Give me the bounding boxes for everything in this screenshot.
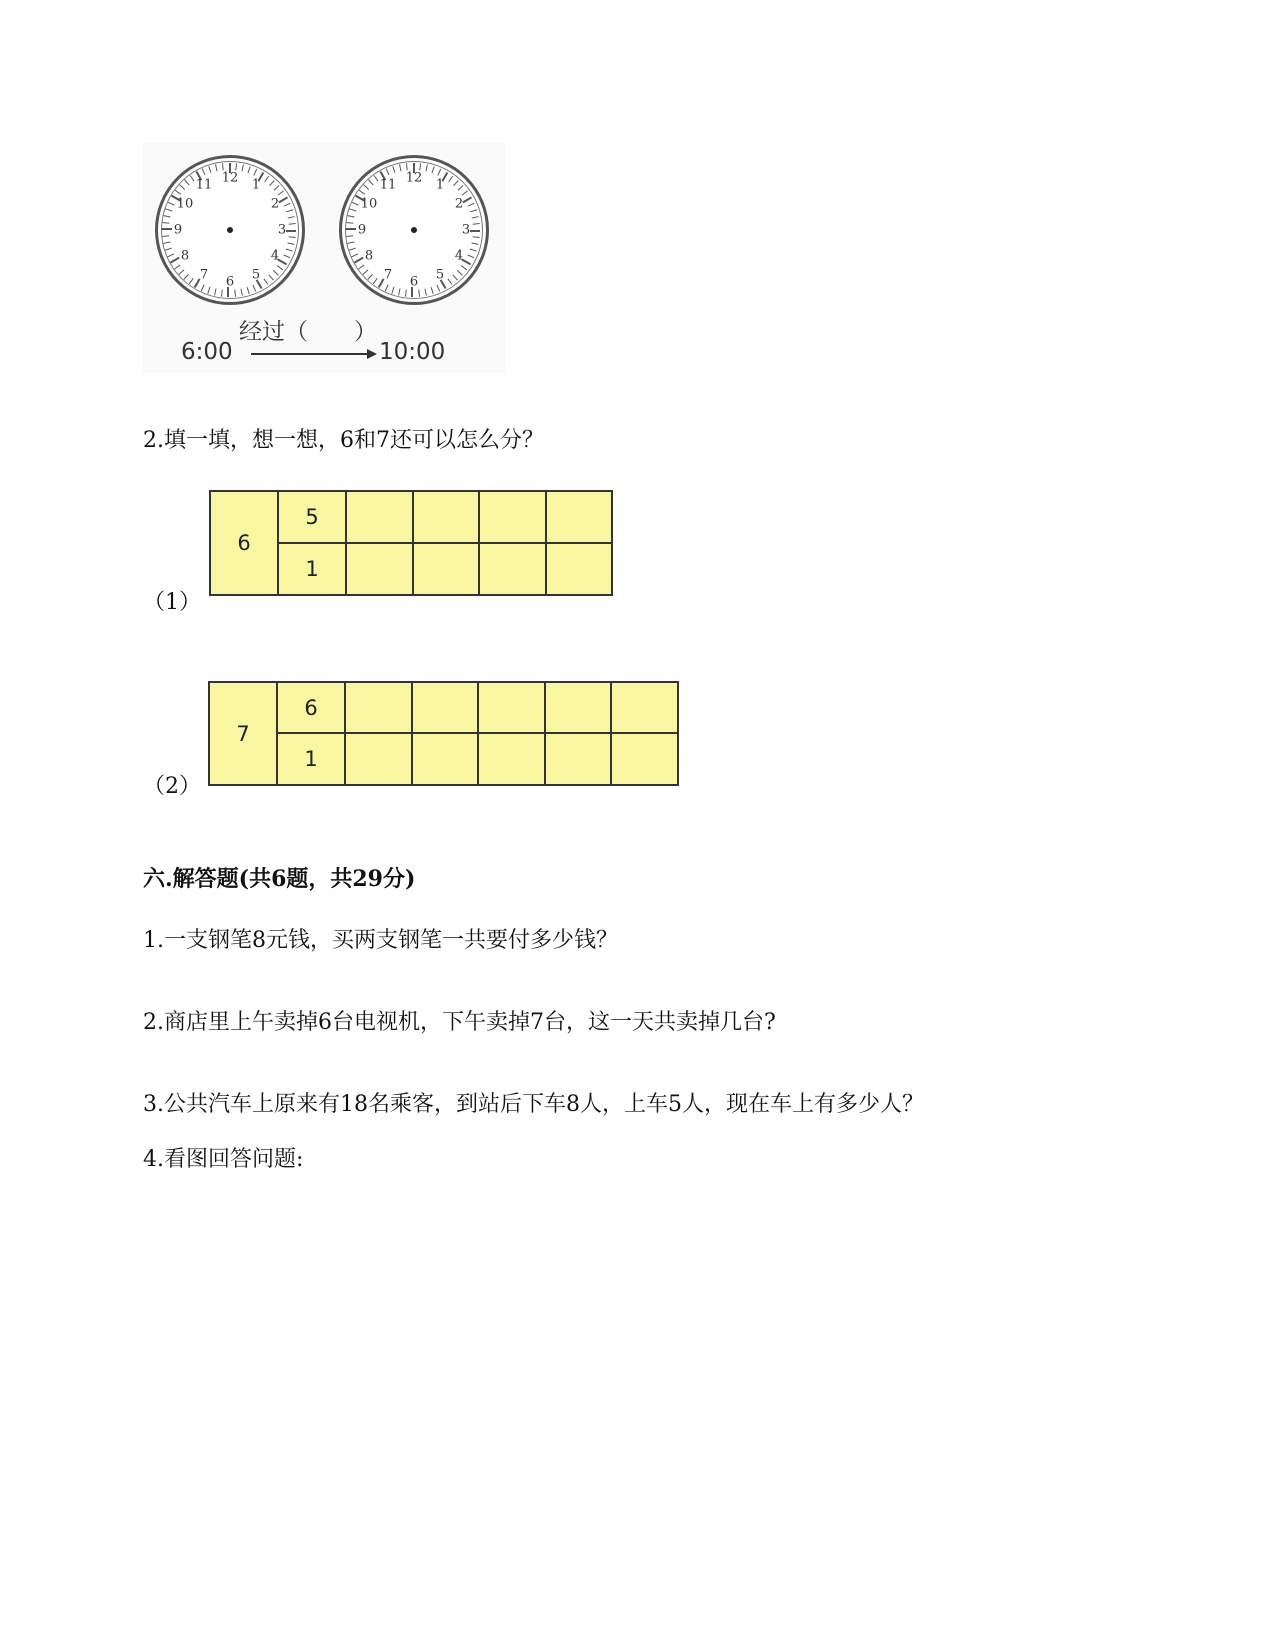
clock-tick bbox=[286, 230, 296, 232]
total-cell: 7 bbox=[209, 682, 277, 785]
clock-face-left bbox=[155, 155, 305, 305]
clock-number: 11 bbox=[195, 177, 213, 193]
blank-cell[interactable] bbox=[345, 682, 412, 733]
blank-cell[interactable] bbox=[478, 733, 545, 785]
clock-number: 12 bbox=[405, 170, 423, 186]
split-table-7 bbox=[208, 681, 679, 786]
clock-number: 1 bbox=[435, 177, 445, 193]
clock-number: 4 bbox=[454, 248, 464, 264]
blank-cell[interactable] bbox=[412, 682, 479, 733]
blank-cell[interactable] bbox=[413, 543, 480, 595]
blank-cell[interactable] bbox=[345, 733, 412, 785]
blank-cell[interactable] bbox=[611, 682, 678, 733]
clock-tick bbox=[162, 228, 172, 230]
clock-tick bbox=[470, 230, 480, 232]
clock-number: 11 bbox=[379, 177, 397, 193]
clock-number: 10 bbox=[360, 196, 378, 212]
clock-figure bbox=[143, 143, 505, 373]
clock-number: 10 bbox=[176, 196, 194, 212]
blank-cell[interactable] bbox=[478, 682, 545, 733]
blank-cell[interactable] bbox=[545, 682, 612, 733]
start-time: 6:00 bbox=[181, 339, 233, 365]
question-2: 2.商店里上午卖掉6台电视机，下午卖掉7台，这一天共卖掉几台? bbox=[143, 1010, 776, 1035]
part-label-2: （2） bbox=[143, 774, 201, 799]
clock-face-right bbox=[339, 155, 489, 305]
clock-number: 8 bbox=[364, 248, 374, 264]
clock-center bbox=[411, 227, 417, 233]
blank-cell[interactable] bbox=[346, 491, 413, 543]
total-cell: 6 bbox=[210, 491, 278, 595]
question-3: 3.公共汽车上原来有18名乘客，到站后下车8人，上车5人，现在车上有多少人？ bbox=[143, 1092, 924, 1117]
part-cell-top: 6 bbox=[277, 682, 345, 733]
blank-cell[interactable] bbox=[346, 543, 413, 595]
end-time: 10:00 bbox=[379, 339, 446, 365]
clock-tick bbox=[346, 228, 356, 230]
blank-cell[interactable] bbox=[479, 543, 546, 595]
part-cell-bottom: 1 bbox=[278, 543, 346, 595]
part-cell-bottom: 1 bbox=[277, 733, 345, 785]
question-4: 4.看图回答问题: bbox=[143, 1147, 304, 1172]
part-label-1: （1） bbox=[143, 590, 201, 615]
blank-cell[interactable] bbox=[413, 491, 480, 543]
clock-number: 5 bbox=[435, 267, 445, 283]
clock-number: 9 bbox=[173, 222, 183, 238]
clock-number: 1 bbox=[251, 177, 261, 193]
clock-number: 9 bbox=[357, 222, 367, 238]
part-cell-top: 5 bbox=[278, 491, 346, 543]
blank-cell[interactable] bbox=[611, 733, 678, 785]
clock-number: 2 bbox=[454, 196, 464, 212]
blank-cell[interactable] bbox=[412, 733, 479, 785]
clock-number: 8 bbox=[180, 248, 190, 264]
blank-cell[interactable] bbox=[546, 543, 613, 595]
clock-number: 6 bbox=[409, 274, 419, 290]
blank-cell[interactable] bbox=[479, 491, 546, 543]
elapsed-arrow bbox=[251, 353, 369, 355]
question-2-fill-in: 2.填一填，想一想，6和7还可以怎么分？ bbox=[143, 428, 544, 453]
clock-number: 12 bbox=[221, 170, 239, 186]
blank-cell[interactable] bbox=[545, 733, 612, 785]
split-table-6 bbox=[209, 490, 613, 596]
clock-number: 3 bbox=[461, 222, 471, 238]
arrow-head bbox=[367, 349, 377, 359]
elapsed-label: 经过（ ） bbox=[239, 319, 377, 345]
clock-number: 5 bbox=[251, 267, 261, 283]
clock-number: 6 bbox=[225, 274, 235, 290]
clock-number: 3 bbox=[277, 222, 287, 238]
question-1: 1.一支钢笔8元钱，买两支钢笔一共要付多少钱？ bbox=[143, 928, 618, 953]
blank-cell[interactable] bbox=[546, 491, 613, 543]
clock-number: 4 bbox=[270, 248, 280, 264]
clock-center bbox=[227, 227, 233, 233]
section-heading: 六.解答题(共6题，共29分) bbox=[143, 866, 416, 892]
clock-number: 7 bbox=[199, 267, 209, 283]
clock-number: 2 bbox=[270, 196, 280, 212]
clock-number: 7 bbox=[383, 267, 393, 283]
